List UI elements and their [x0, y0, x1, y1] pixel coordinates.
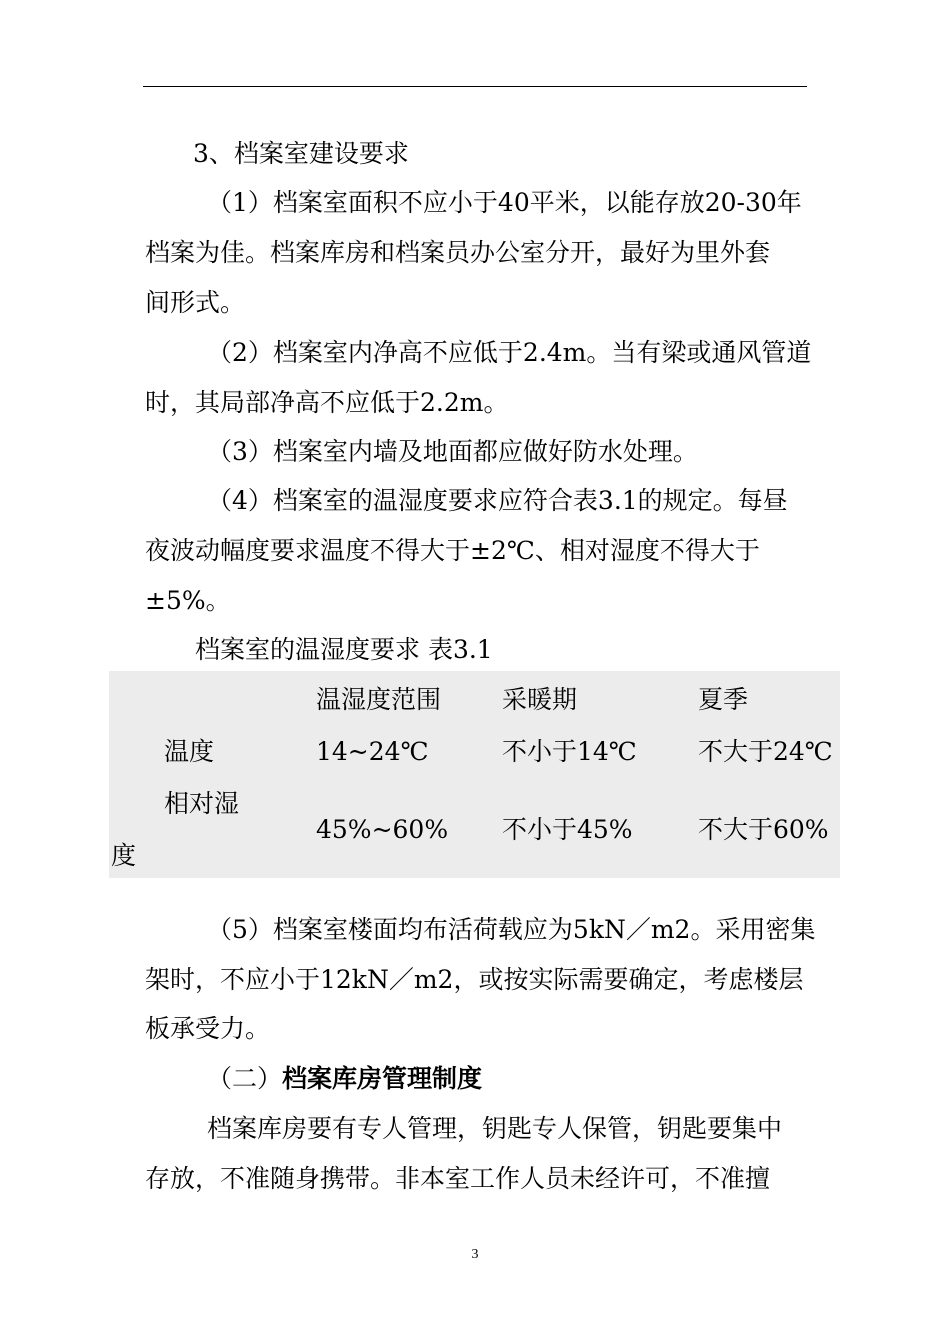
subsection-number: （二） [207, 1064, 283, 1093]
item-2-line-1: （2）档案室内净高不应低于2.4m。当有梁或通风管道 [207, 338, 812, 367]
table-row-temperature-label: 温度 [164, 737, 215, 766]
table-row-temperature-range: 14~24℃ [316, 737, 429, 766]
subsection-line-2: 存放，不准随身携带。非本室工作人员未经许可，不准擅 [145, 1164, 771, 1193]
table-header-heating: 采暖期 [502, 685, 578, 714]
subsection-line-1: 档案库房要有专人管理，钥匙专人保管，钥匙要集中 [207, 1114, 783, 1143]
table-row-temperature-summer: 不大于24℃ [698, 737, 833, 766]
humidity-table [109, 671, 840, 878]
subsection-heading [207, 1063, 482, 1095]
table-row-humidity-summer: 不大于60% [698, 815, 829, 844]
item-2-line-2: 时，其局部净高不应低于2.2m。 [145, 388, 509, 417]
table-row-humidity-heating: 不小于45% [502, 815, 633, 844]
section-heading: 3、档案室建设要求 [193, 139, 409, 168]
table-row-temperature-heating: 不小于14℃ [502, 737, 637, 766]
item-1-line-3: 间形式。 [145, 288, 246, 317]
item-3-line-1: （3）档案室内墙及地面都应做好防水处理。 [207, 437, 698, 466]
table-row-humidity-label-line-1: 相对湿 [164, 789, 240, 818]
header-rule [143, 86, 807, 87]
table-row-humidity-range: 45%~60% [316, 815, 449, 844]
item-5-line-3: 板承受力。 [145, 1014, 271, 1043]
table-caption: 档案室的温湿度要求 表3.1 [195, 635, 493, 664]
item-1-line-1: （1）档案室面积不应小于40平米，以能存放20-30年 [207, 188, 802, 217]
item-4-line-3: ±5%。 [145, 586, 231, 615]
item-5-line-2: 架时，不应小于12kN／m2，或按实际需要确定，考虑楼层 [145, 965, 804, 994]
table-header-summer: 夏季 [698, 685, 749, 714]
item-5-line-1: （5）档案室楼面均布活荷载应为5kN／m2。采用密集 [207, 915, 816, 944]
item-4-line-2: 夜波动幅度要求温度不得大于±2℃、相对湿度不得大于 [145, 536, 760, 565]
table-row-humidity-label-line-2: 度 [111, 841, 137, 870]
page-number: 3 [471, 1247, 479, 1262]
item-4-line-1: （4）档案室的温湿度要求应符合表3.1的规定。每昼 [207, 486, 788, 515]
item-1-line-2: 档案为佳。档案库房和档案员办公室分开，最好为里外套 [145, 238, 771, 267]
subsection-title: 档案库房管理制度 [282, 1064, 483, 1093]
table-header-range: 温湿度范围 [316, 685, 442, 714]
